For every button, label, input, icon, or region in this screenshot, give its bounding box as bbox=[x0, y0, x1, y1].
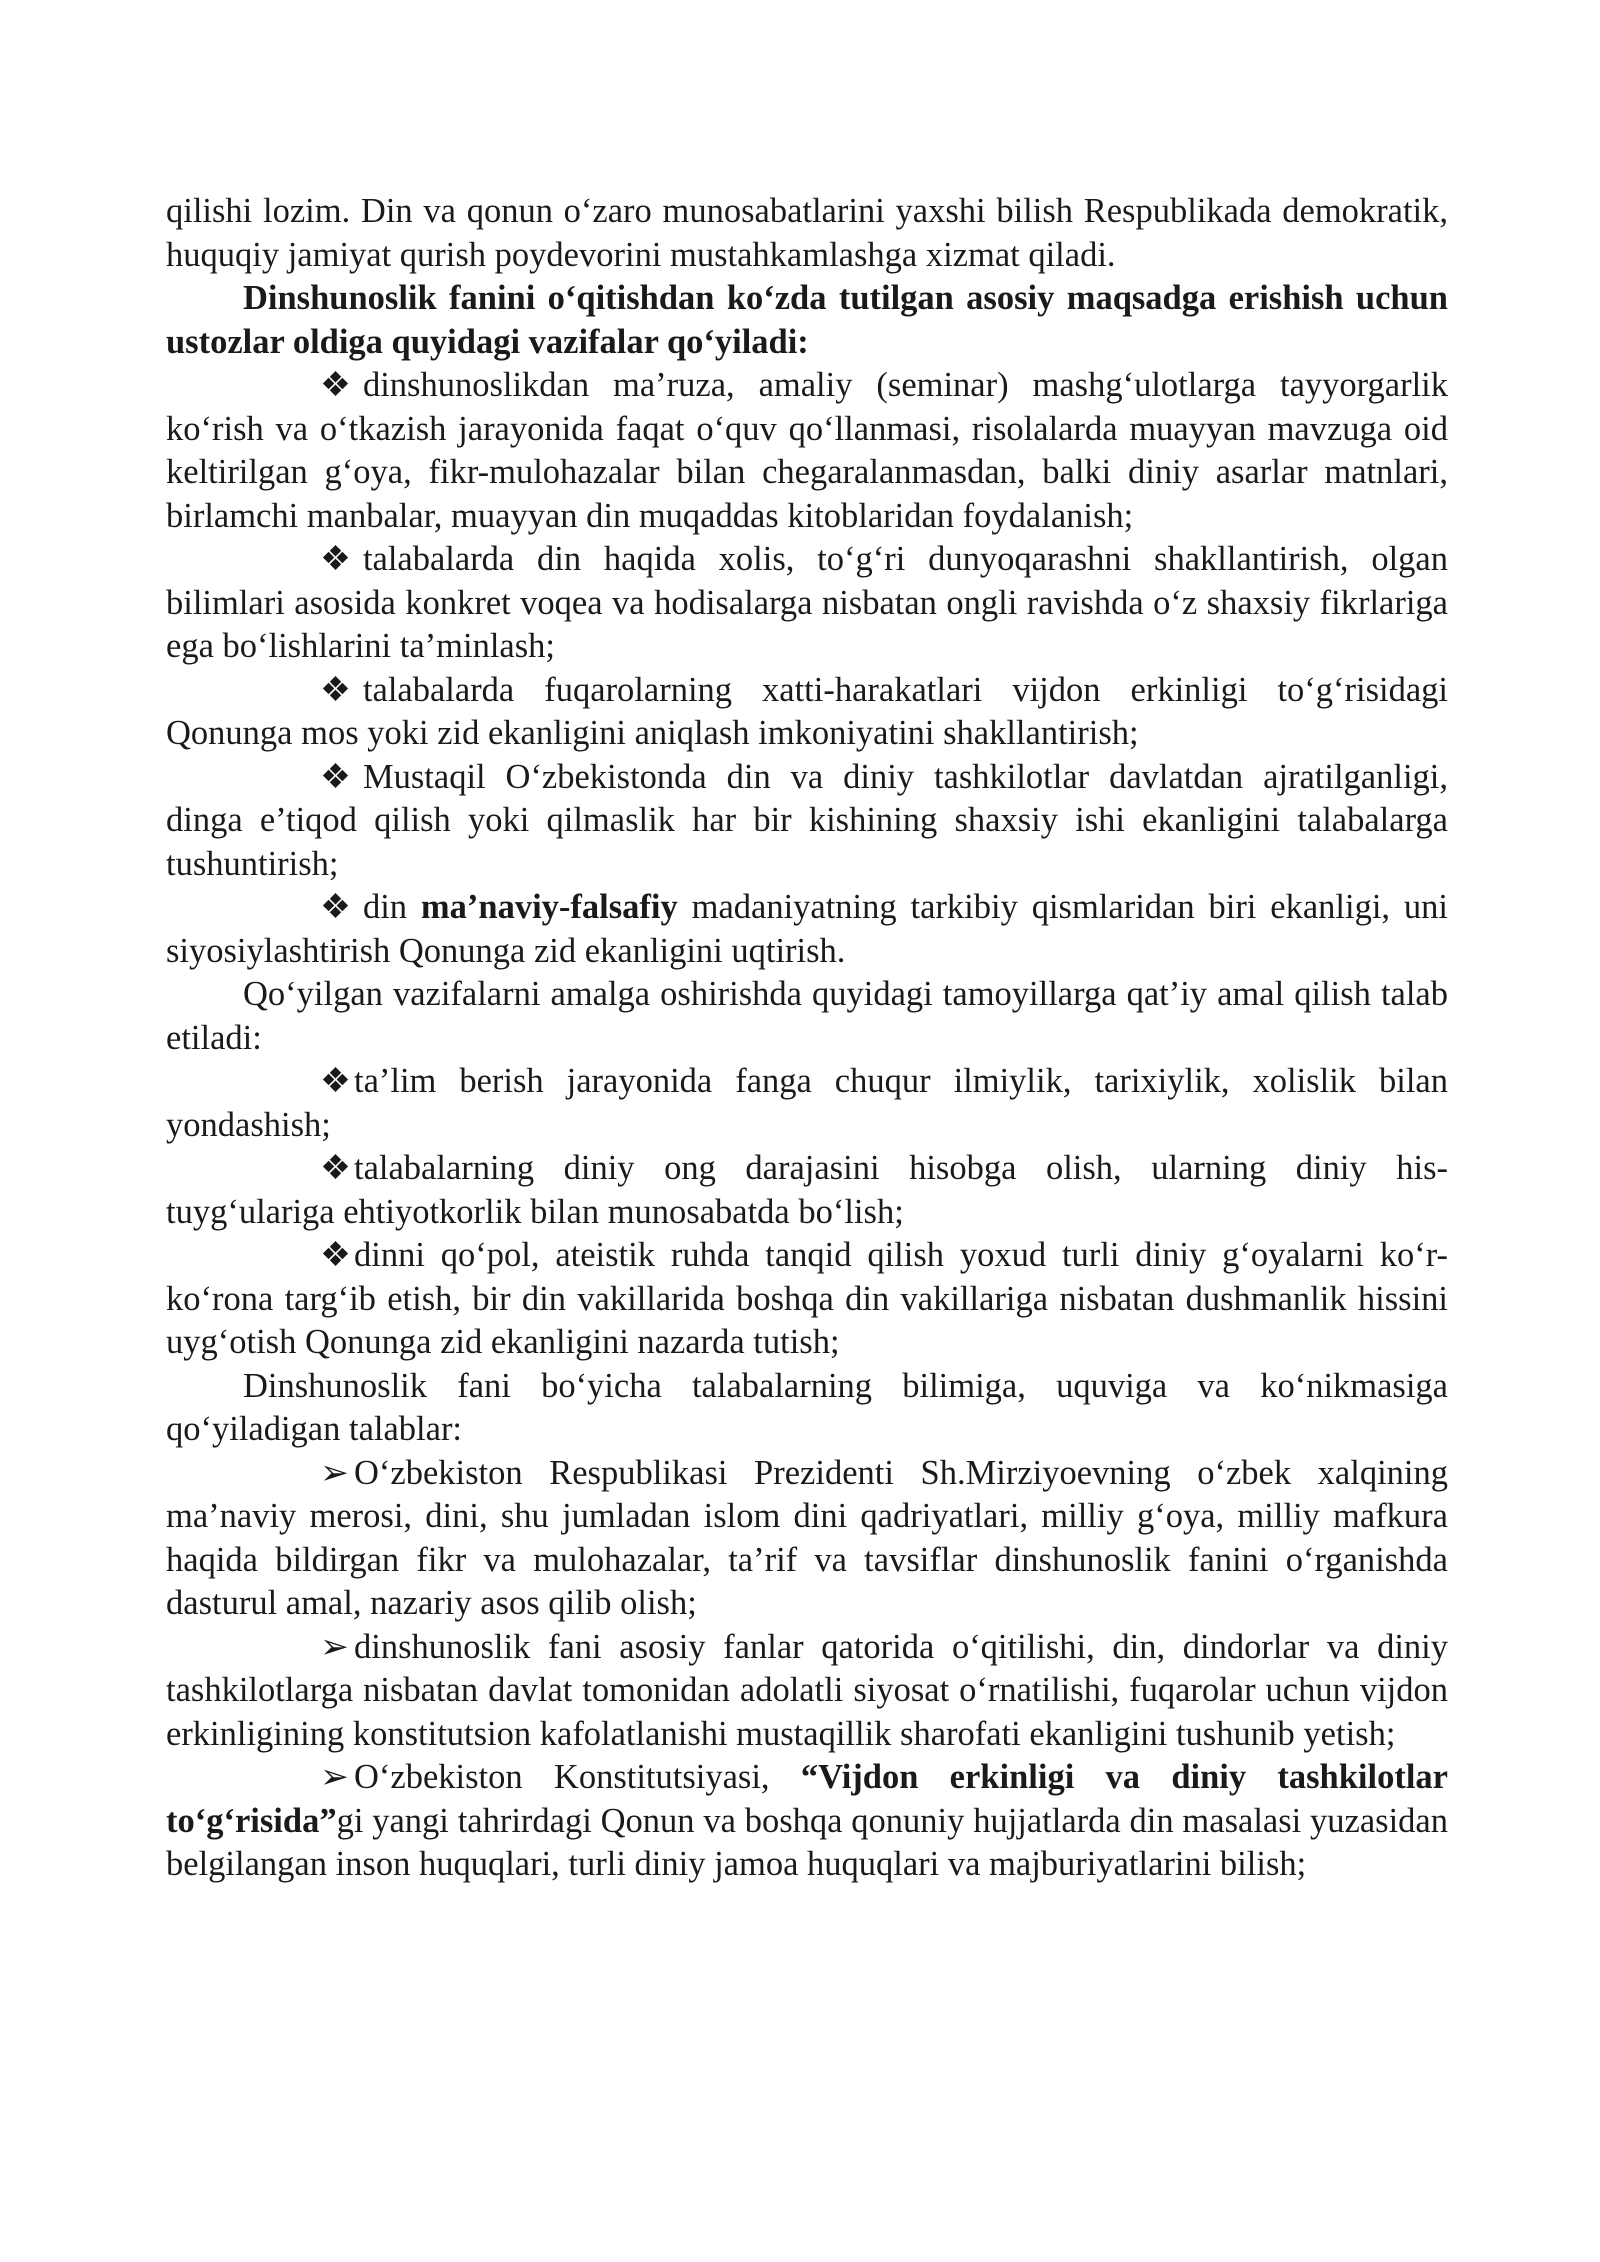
diamond-bullet-icon: ❖ bbox=[320, 1236, 351, 1274]
requirement-item bbox=[166, 1756, 1448, 1887]
task-item bbox=[166, 886, 1448, 973]
task-text: Mustaqil O‘zbekistonda din va diniy tashkilotlar davlatdan ajratilganligi, dinga e’tiqod qilish yoki qilmaslik har bir kishining shaxsiy ishi ekanligini talabalarga tushuntirish; bbox=[166, 757, 1448, 883]
arrow-bullet-icon: ➢ bbox=[320, 1758, 349, 1796]
principle-text: ta’lim berish jarayonida fanga chuqur ilmiylik, tarixiylik, xolislik bilan yondashish; bbox=[166, 1062, 1448, 1144]
intro-paragraph: qilishi lozim. Din va qonun o‘zaro munosabatlarini yaxshi bilish Respublikada demokratik, huquqiy jamiyat qurish poydevorini mustahkamlashga xizmat qiladi. bbox=[166, 192, 1448, 274]
document-page bbox=[166, 190, 1448, 1887]
requirement-text-bold: “Vijdon erkinligi va diniy tashkilotlar to‘g‘risida” bbox=[166, 1758, 1448, 1840]
requirement-text-post: gi yangi tahrirdagi Qonun va boshqa qonuniy hujjatlarda din masalasi yuzasidan belgilangan inson huquqlari, turli diniy jamoa huquqlari va majburiyatlarini bilish; bbox=[166, 1801, 1448, 1883]
task-text-bold: ma’naviy-falsafiy bbox=[420, 888, 678, 926]
diamond-bullet-icon: ❖ bbox=[320, 366, 351, 404]
requirement-text: O‘zbekiston Respublikasi Prezidenti Sh.Mirziyoevning o‘zbek xalqining ma’naviy merosi, dini, shu jumladan islom dini qadriyatlari, milliy g‘oya, milliy mafkura haqida bildirgan fikr va mulohazalar, ta’rif va tavsiflar dinshunoslik fanini o‘rganishda dasturul amal, nazariy asos qilib olish; bbox=[166, 1453, 1448, 1622]
arrow-bullet-icon: ➢ bbox=[320, 1627, 349, 1666]
task-item bbox=[166, 669, 1448, 756]
task-item bbox=[166, 756, 1448, 887]
principle-item bbox=[166, 1060, 1448, 1147]
diamond-bullet-icon: ❖ bbox=[320, 888, 351, 926]
diamond-bullet-icon: ❖ bbox=[320, 1149, 351, 1187]
principle-text: dinni qo‘pol, ateistik ruhda tanqid qilish yoxud turli diniy g‘oyalarni ko‘r-ko‘rona targ‘ib etish, bir din vakillarida boshqa din vakillariga nisbatan dushmanlik hissini uyg‘otish Qonunga zid ekanligini nazarda tutish; bbox=[166, 1236, 1448, 1361]
diamond-bullet-icon: ❖ bbox=[320, 757, 351, 796]
arrow-bullet-icon: ➢ bbox=[320, 1453, 349, 1492]
task-text-pre: din bbox=[362, 888, 421, 926]
task-item bbox=[166, 538, 1448, 669]
task-item bbox=[166, 364, 1448, 538]
principle-item bbox=[166, 1147, 1448, 1234]
task-text: talabalarda din haqida xolis, to‘g‘ri dunyoqarashni shakllantirish, olgan bilimlari asosida konkret voqea va hodisalarga nisbatan ongli ravishda o‘z shaxsiy fikrlariga ega bo‘lishlarini ta’minlash; bbox=[166, 540, 1448, 665]
diamond-bullet-icon: ❖ bbox=[320, 1062, 351, 1100]
principle-text: talabalarning diniy ong darajasini hisobga olish, ularning diniy his-tuyg‘ulariga ehtiyotkorlik bilan munosabatda bo‘lish; bbox=[166, 1149, 1448, 1231]
requirement-text-pre: O‘zbekiston Konstitutsiyasi, bbox=[354, 1758, 801, 1796]
requirement-item bbox=[166, 1452, 1448, 1626]
principle-item bbox=[166, 1234, 1448, 1365]
requirements-heading: Dinshunoslik fani bo‘yicha talabalarning bilimiga, uquviga va ko‘nikmasiga qo‘yiladigan talablar: bbox=[166, 1366, 1448, 1448]
task-text: talabalarda fuqarolarning xatti-harakatlari vijdon erkinligi to‘g‘risidagi Qonunga mos yoki zid ekanligini aniqlash imkoniyatini shakllantirish; bbox=[166, 670, 1448, 752]
diamond-bullet-icon: ❖ bbox=[320, 540, 351, 578]
principles-heading: Qo‘yilgan vazifalarni amalga oshirishda quyidagi tamoyillarga qat’iy amal qilish talab etiladi: bbox=[166, 975, 1448, 1057]
diamond-bullet-icon: ❖ bbox=[320, 670, 351, 709]
task-text-post: madaniyatning tarkibiy qismlaridan biri ekanligi, uni siyosiylashtirish Qonunga zid ekanligini uqtirish. bbox=[166, 888, 1448, 970]
task-text: dinshunoslikdan ma’ruza, amaliy (seminar) mashg‘ulotlarga tayyorgarlik ko‘rish va o‘tkazish jarayonida faqat o‘quv qo‘llanmasi, risolalarda muayyan mavzuga oid keltirilgan g‘oya, fikr-mulohazalar bilan chegaralanmasdan, balki diniy asarlar matnlari, birlamchi manbalar, muayyan din muqaddas kitoblaridan foydalanish; bbox=[166, 366, 1448, 535]
tasks-heading: Dinshunoslik fanini o‘qitishdan ko‘zda tutilgan asosiy maqsadga erishish uchun ustozlar oldiga quyidagi vazifalar qo‘yiladi: bbox=[166, 279, 1448, 361]
requirement-item bbox=[166, 1626, 1448, 1757]
requirement-text: dinshunoslik fani asosiy fanlar qatorida o‘qitilishi, din, dindorlar va diniy tashkilotlarga nisbatan davlat tomonidan adolatli siyosat o‘rnatilishi, fuqarolar uchun vijdon erkinligining konstitutsion kafolatlanishi mustaqillik sharofati ekanligini tushunib yetish; bbox=[166, 1627, 1448, 1753]
